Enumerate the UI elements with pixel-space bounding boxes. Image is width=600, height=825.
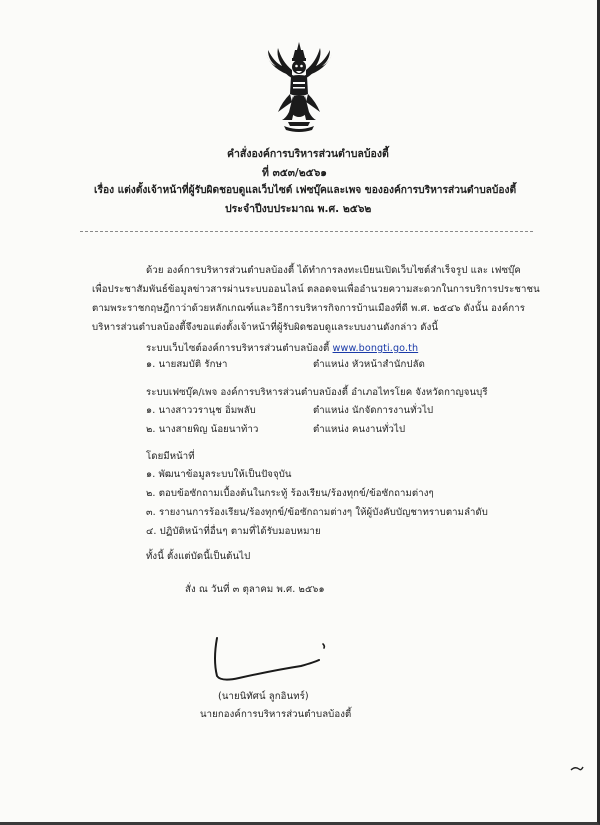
duty-item-1: ๑. พัฒนาข้อมูลระบบให้เป็นปัจจุบัน [146,469,292,480]
duty-item-3: ๓. รายงานการร้องเรียน/ร้องทุกข์/ข้อซักถามต่างๆ ให้ผู้บังคับบัญชาทราบตามลำดับ [146,507,488,518]
body-line-2: เพื่อประชาสัมพันธ์ข้อมูลข่าวสารผ่านระบบออนไลน์ ตลอดจนเพื่ออำนวยความสะดวกในการบริการประชาชน [92,284,540,295]
body-line-1: ด้วย องค์การบริหารส่วนตำบลบ้องตี้ ได้ทำการลงทะเบียนเปิดเว็บไซต์สำเร็จรูป และ เฟซบุ๊ค [146,265,521,276]
website-staff-name: ๑. นายสมบัติ รักษา [146,359,228,370]
pen-mark-icon [570,764,584,774]
order-number: ที่ ๓๕๓/๒๕๖๑ [262,167,327,179]
duties-heading: โดยมีหน้าที่ [146,451,195,462]
website-url-link[interactable]: www.bongti.go.th [332,343,419,354]
handwritten-signature [205,632,335,687]
header-divider [80,231,533,232]
facebook-staff-1-name: ๑. นางสาววรานุช อิ่มพลับ [146,405,256,416]
duty-item-4: ๔. ปฏิบัติหน้าที่อื่นๆ ตามที่ได้รับมอบหมาย [146,526,321,537]
signer-position: นายกองค์การบริหารส่วนตำบลบ้องตี้ [200,709,352,720]
facebook-heading: ระบบเฟซบุ๊ค/เพจ องค์การบริหารส่วนตำบลบ้องตี้ อำเภอไทรโยค จังหวัดกาญจนบุรี [146,387,488,398]
body-line-3: ตามพระราชกฤษฎีกาว่าด้วยหลักเกณฑ์และวิธีการบริหารกิจการบ้านเมืองที่ดี พ.ศ. ๒๕๔๖ ดังนั้น องค์การ [92,303,525,314]
facebook-staff-2-position: ตำแหน่ง คนงานทั่วไป [313,424,406,435]
website-staff-position: ตำแหน่ง หัวหน้าสำนักปลัด [313,359,425,370]
facebook-staff-2-name: ๒. นางสายพิญ น้อยนาท้าว [146,424,259,435]
duty-item-2: ๒. ตอบข้อซักถามเบื้องต้นในกระทู้ ร้องเรียน/ร้องทุกข์/ข้อซักถามต่างๆ [146,488,434,499]
effective-statement: ทั้งนี้ ตั้งแต่บัดนี้เป็นต้นไป [146,551,251,562]
garuda-emblem-icon [262,40,336,132]
facebook-staff-1-position: ตำแหน่ง นักจัดการงานทั่วไป [313,405,434,416]
website-heading-text: ระบบเว็บไซต์องค์การบริหารส่วนตำบลบ้องตี้ [146,343,330,354]
order-title: คำสั่งองค์การบริหารส่วนตำบลบ้องตี้ [227,148,389,160]
order-date: สั่ง ณ วันที่ ๓ ตุลาคม พ.ศ. ๒๕๖๑ [185,584,325,595]
website-heading [146,341,418,356]
body-line-4: บริหารส่วนตำบลบ้องตี้จึงขอแต่งตั้งเจ้าหน้าที่ผู้รับผิดชอบดูแลระบบงานดังกล่าว ดังนี้ [92,322,439,333]
order-subject-line2: ประจำปีงบประมาณ พ.ศ. ๒๕๖๒ [225,203,372,215]
order-subject: เรื่อง แต่งตั้งเจ้าหน้าที่ผู้รับผิดชอบดูแลเว็บไซต์ เฟซบุ๊คและเพจ ขององค์การบริหารส่วนตำบลบ้องตี้ [94,185,517,196]
signer-name: (นายนิทัศน์ ลูกอินทร์) [218,691,309,702]
